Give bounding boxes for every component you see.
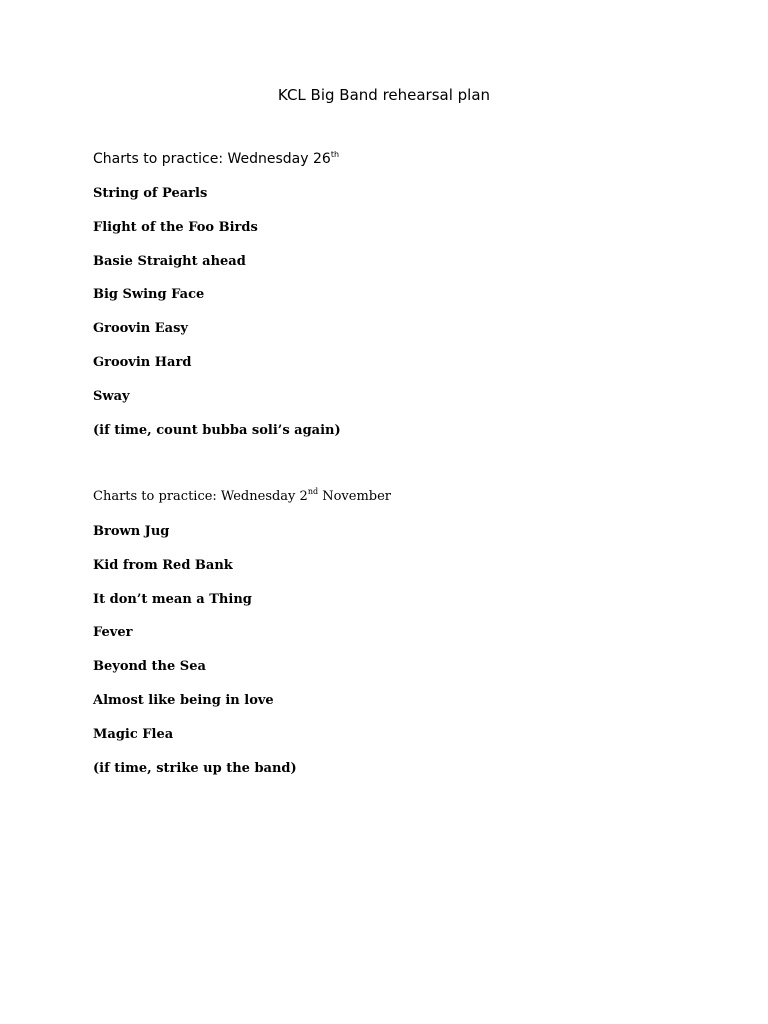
chart-list-wednesday-2-november — [93, 522, 297, 792]
chart-item: Fever — [93, 625, 133, 641]
chart-item: Magic Flea — [93, 726, 174, 742]
section-heading-text: Charts to practice: Wednesday 2 — [93, 489, 308, 504]
section-heading-text: Charts to practice: Wednesday 26 — [93, 151, 331, 167]
chart-item: String of Pearls — [93, 186, 208, 201]
chart-list-wednesday-26 — [93, 184, 341, 454]
chart-item: Brown Jug — [93, 524, 170, 539]
section-heading-suffix: November — [318, 489, 392, 504]
chart-item: Almost like being in love — [93, 692, 274, 708]
section-heading-wednesday-2-november — [93, 487, 391, 507]
chart-item: Groovin Hard — [93, 354, 192, 370]
chart-item: Beyond the Sea — [93, 659, 206, 675]
ordinal-suffix: nd — [307, 487, 319, 496]
chart-item: Kid from Red Bank — [93, 557, 233, 573]
chart-item: Basie Straight ahead — [93, 253, 246, 269]
ordinal-suffix: th — [330, 150, 340, 159]
chart-item-optional: (if time, strike up the band) — [93, 760, 297, 776]
chart-item: It don’t mean a Thing — [93, 591, 252, 607]
section-heading-wednesday-26 — [93, 149, 339, 169]
page-title: KCL Big Band rehearsal plan — [277, 86, 491, 104]
chart-item: Big Swing Face — [93, 287, 205, 303]
chart-item: Groovin Easy — [93, 321, 188, 337]
chart-item: Flight of the Foo Birds — [93, 219, 258, 235]
chart-item: Sway — [93, 388, 130, 404]
chart-item-optional: (if time, count bubba soli’s again) — [93, 422, 341, 438]
